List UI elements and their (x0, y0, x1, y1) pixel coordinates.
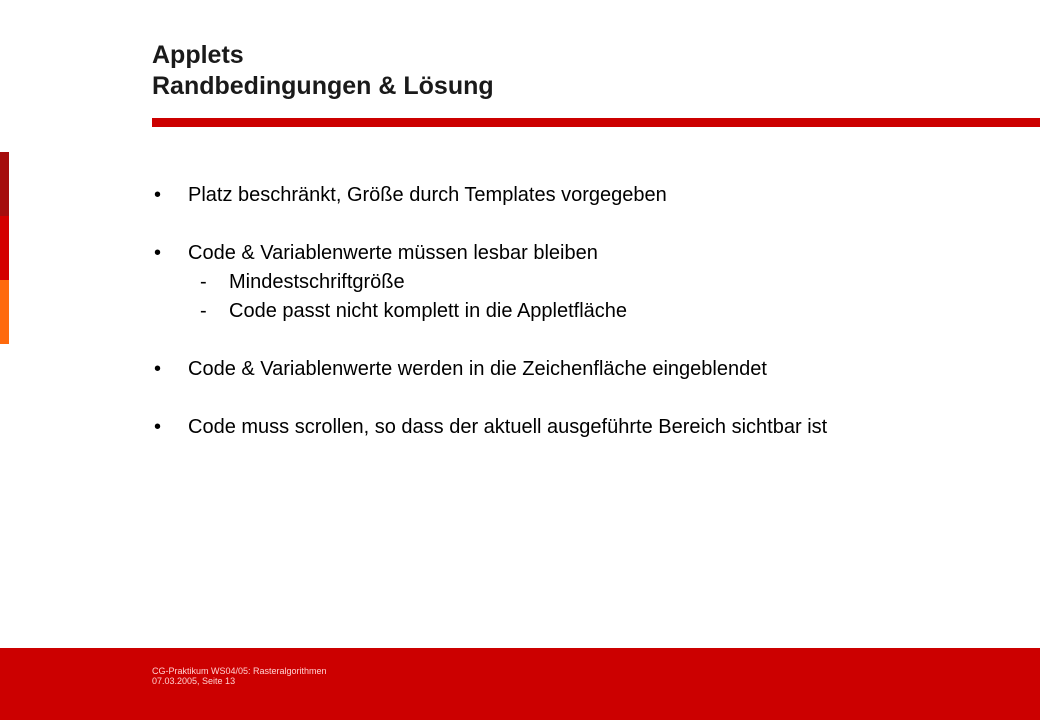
bullet-marker: • (154, 358, 162, 380)
bullet-item (152, 355, 1012, 384)
bullet-marker: • (154, 416, 162, 438)
sub-item-marker: - (200, 271, 207, 293)
sub-item-text: Code passt nicht komplett in die Appletfläche (229, 300, 628, 322)
title-underline (152, 118, 1040, 127)
sub-item-marker: - (200, 300, 207, 322)
slide-title-line-2: Randbedingungen & Lösung (152, 72, 494, 100)
bullet-marker: • (154, 184, 162, 206)
bullet-list (152, 181, 1012, 442)
bullet-text: Code & Variablenwerte müssen lesbar bleiben (188, 242, 598, 264)
sub-item (152, 297, 1012, 326)
bullet-text: Code & Variablenwerte werden in die Zeichenfläche eingeblendet (188, 358, 767, 380)
footer-bar (0, 648, 1040, 720)
side-accent-red (0, 216, 9, 280)
footer-date-page: 07.03.2005, Seite 13 (152, 676, 236, 686)
bullet-item (152, 413, 1012, 442)
side-accent-dark-red (0, 152, 9, 216)
bullet-item (152, 239, 1012, 268)
bullet-text: Platz beschränkt, Größe durch Templates vorgegeben (188, 184, 667, 206)
slide-title (152, 40, 494, 102)
footer-course: CG-Praktikum WS04/05: Rasteralgorithmen (152, 666, 327, 676)
sub-item (152, 268, 1012, 297)
side-accent-orange (0, 280, 9, 344)
footer-text (152, 666, 327, 686)
bullet-text: Code muss scrollen, so dass der aktuell ausgeführte Bereich sichtbar ist (188, 416, 828, 438)
bullet-marker: • (154, 242, 162, 264)
slide-title-line-1: Applets (152, 41, 244, 69)
sub-item-text: Mindestschriftgröße (229, 271, 405, 293)
bullet-item (152, 181, 1012, 210)
